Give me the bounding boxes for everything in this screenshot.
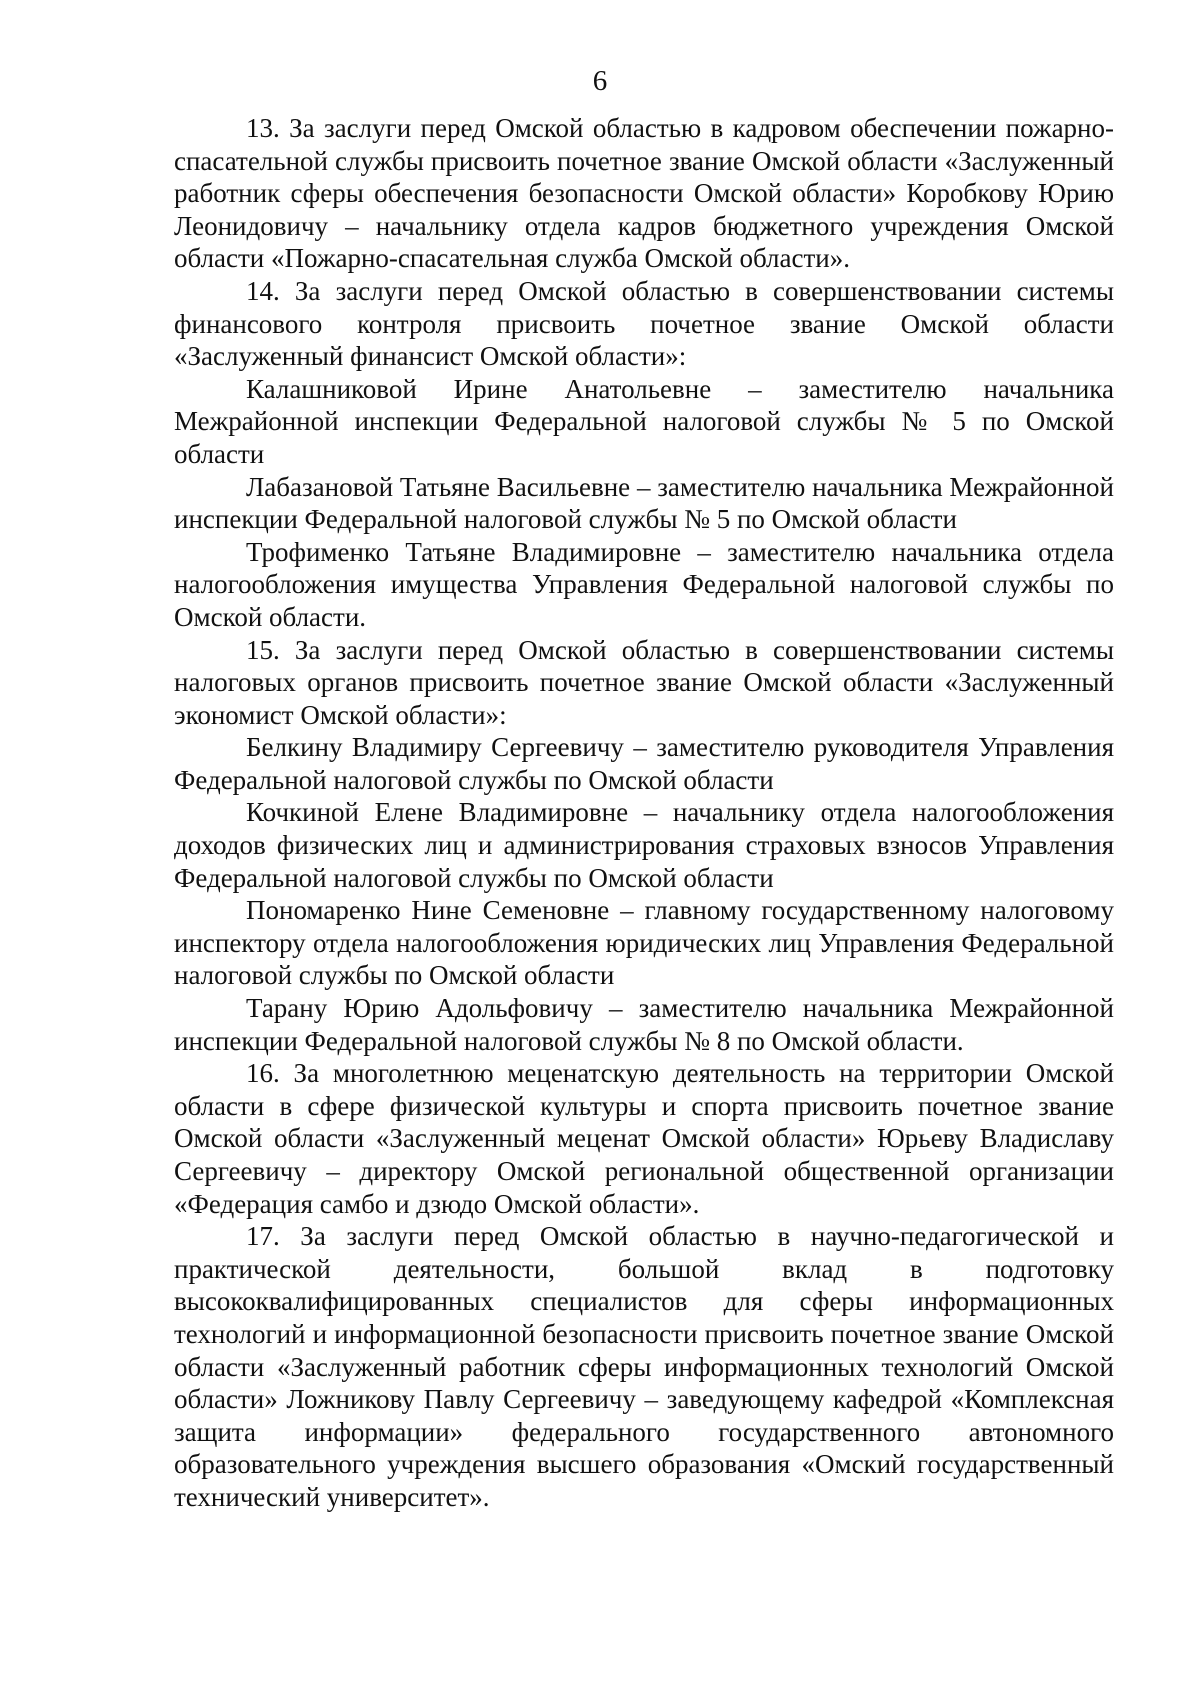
paragraph-14-financier-title: 14. За заслуги перед Омской областью в совершенствовании системы финансового контроля присвоить почетное звание Омской области «Заслуженный финансист Омской области»: — [174, 275, 1114, 372]
awardee-kochkina: Кочкиной Елене Владимировне – начальнику отдела налогообложения доходов физических лиц и администрирования страховых взносов Управления Федеральной налоговой службы по Омской области — [174, 797, 1114, 893]
document-body — [174, 112, 1114, 1514]
paragraph-15-economist-title: 15. За заслуги перед Омской областью в совершенствовании системы налоговых органов присвоить почетное звание Омской области «Заслуженный экономист Омской области»: — [174, 634, 1114, 730]
paragraph-13-badge-fire-safety: 13. За заслуги перед Омской областью в кадровом обеспечении пожарно-спасательной службы присвоить почетное звание Омской области «Заслуженный работник сферы обеспечения безопасности Омской области» Коробкову Юрию Леонидовичу – начальнику отдела кадров бюджетного учреждения Омской области «Пожарно-спасательная служба Омской области». — [174, 113, 1114, 274]
awardee-belkin: Белкину Владимиру Сергеевичу – заместителю руководителя Управления Федеральной налоговой службы по Омской области — [174, 732, 1114, 795]
awardee-kalashnikova: Калашниковой Ирине Анатольевне – заместителю начальника Межрайонной инспекции Федеральной налоговой службы № 5 по Омской области — [174, 373, 1114, 469]
awardee-ponomarenko: Пономаренко Нине Семеновне – главному государственному налоговому инспектору отдела налогообложения юридических лиц Управления Федеральной налоговой службы по Омской области — [174, 895, 1114, 991]
awardee-trofimenko: Трофименко Татьяне Владимировне – заместителю начальника отдела налогообложения имущества Управления Федеральной налоговой службы по Омской области. — [174, 536, 1114, 632]
paragraph-16-patron-title: 16. За многолетнюю меценатскую деятельность на территории Омской области в сфере физической культуры и спорта присвоить почетное звание Омской области «Заслуженный меценат Омской области» Юрьеву Владиславу Сергеевичу – директору Омской региональной общественной организации «Федерация самбо и дзюдо Омской области». — [174, 1058, 1114, 1219]
page-number: 6 — [592, 65, 608, 97]
awardee-labazanova: Лабазановой Татьяне Васильевне – заместителю начальника Межрайонной инспекции Федеральной налоговой службы № 5 по Омской области — [174, 471, 1114, 535]
paragraph-17-it-title: 17. За заслуги перед Омской областью в научно-педагогической и практической деятельности, большой вклад в подготовку высококвалифицированных специалистов для сферы информационных технологий и информационной безопасности присвоить почетное звание Омской области «Заслуженный работник сферы информационных технологий Омской области» Ложникову Павлу Сергеевичу – заведующему кафедрой «Комплексная защита информации» федерального государственного автономного образовательного учреждения высшего образования «Омский государственный технический университет». — [174, 1221, 1114, 1512]
awardee-taran: Тарану Юрию Адольфовичу – заместителю начальника Межрайонной инспекции Федеральной налоговой службы № 8 по Омской области. — [174, 993, 1114, 1056]
